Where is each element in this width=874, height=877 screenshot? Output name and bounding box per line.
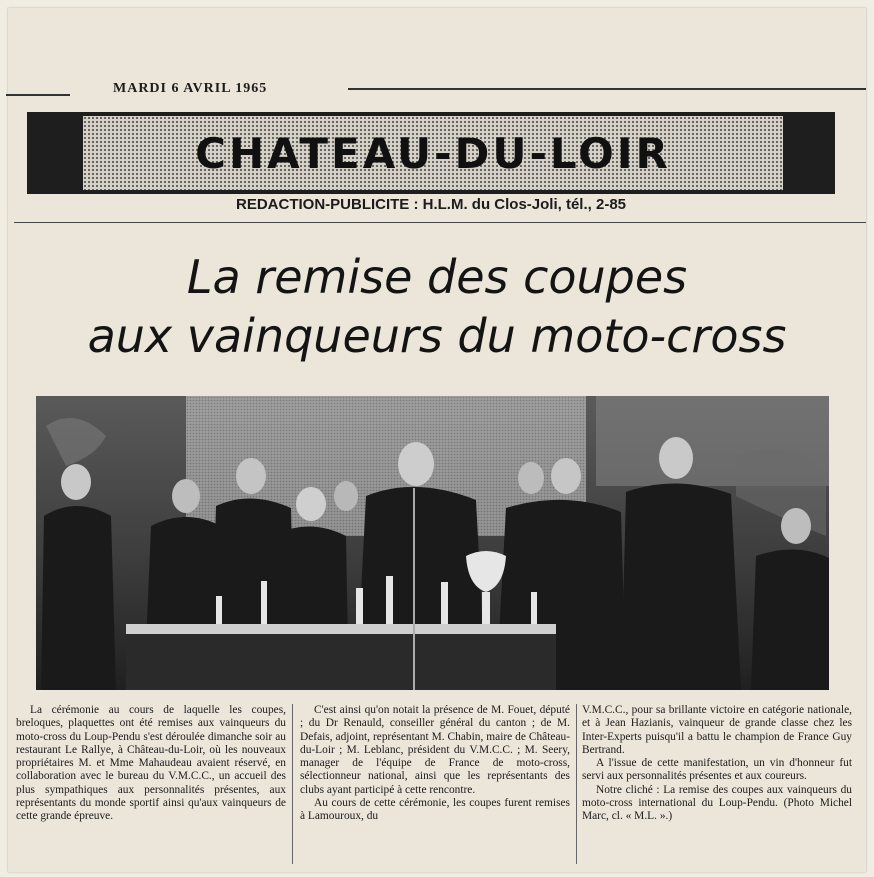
column-divider <box>292 704 293 864</box>
column-2-paragraph-1: C'est ainsi qu'on notait la présence de M. Fouet, député ; du Dr Renauld, conseiller général du canton ; de M. Defais, adjoint, représentant M. Chabin, maire de Château-du-Loir ; M. Leblanc, président du V.M.C.C. ; M. Seery, manager de l'équipe de France de moto-cross, sélectionneur national, ainsi que les représentants des clubs ayant participé à cette rencontre. <box>300 704 570 796</box>
date-rule-right <box>348 88 866 90</box>
header-rule <box>14 222 866 223</box>
article-headline <box>20 250 854 368</box>
masthead-title: CHATEAU-DU-LOIR <box>195 128 671 178</box>
column-divider <box>576 704 577 864</box>
column-3-paragraph-1: V.M.C.C., pour sa brillante victoire en catégorie nationale, et à Jean Hazianis, vainqueur de grande classe chez les Inter-Experts puisqu'il a battu le champion de France Guy Bertrand. <box>582 704 852 756</box>
column-1-paragraph: La cérémonie au cours de laquelle les coupes, breloques, plaquettes ont été remises aux vainqueurs du moto-cross du Loup-Pendu s'est déroulée dimanche soir au restaurant Le Rallye, à Château-du-Loir, où les nouveaux propriétaires M. et Mme Mahaudeau avaient réservé, en collaboration avec le bureau du V.M.C.C., un accueil des plus sympathiques aux personnalités présentes, aux représentants du monde sportif ainsi qu'aux vainqueurs de cette grande épreuve. <box>16 704 286 823</box>
date-line <box>6 78 866 102</box>
date-rule-left <box>6 94 70 96</box>
column-2-paragraph-2: Au cours de cette cérémonie, les coupes furent remises à Lamouroux, du <box>300 797 570 823</box>
issue-date: MARDI 6 AVRIL 1965 <box>113 81 268 96</box>
ceremony-photo <box>36 396 829 690</box>
masthead-screen <box>83 116 783 190</box>
column-3-paragraph-3: Notre cliché : La remise des coupes aux vainqueurs du moto-cross international du Loup-Pendu. (Photo Michel Marc, cl. « M.L. ».) <box>582 783 852 823</box>
headline-line-2: aux vainqueurs du moto-cross <box>87 309 787 363</box>
masthead-band <box>27 112 835 194</box>
photo-illustration <box>36 396 829 690</box>
article-column-2 <box>300 704 570 824</box>
article-column-3 <box>582 704 852 824</box>
column-3-paragraph-2: A l'issue de cette manifestation, un vin d'honneur fut servi aux personnalités présentes et aux coureurs. <box>582 757 852 783</box>
redaction-line: REDACTION-PUBLICITE : H.L.M. du Clos-Joli, tél., 2-85 <box>235 196 626 213</box>
headline-line-1: La remise des coupes <box>186 250 688 304</box>
article-column-1 <box>16 704 286 824</box>
